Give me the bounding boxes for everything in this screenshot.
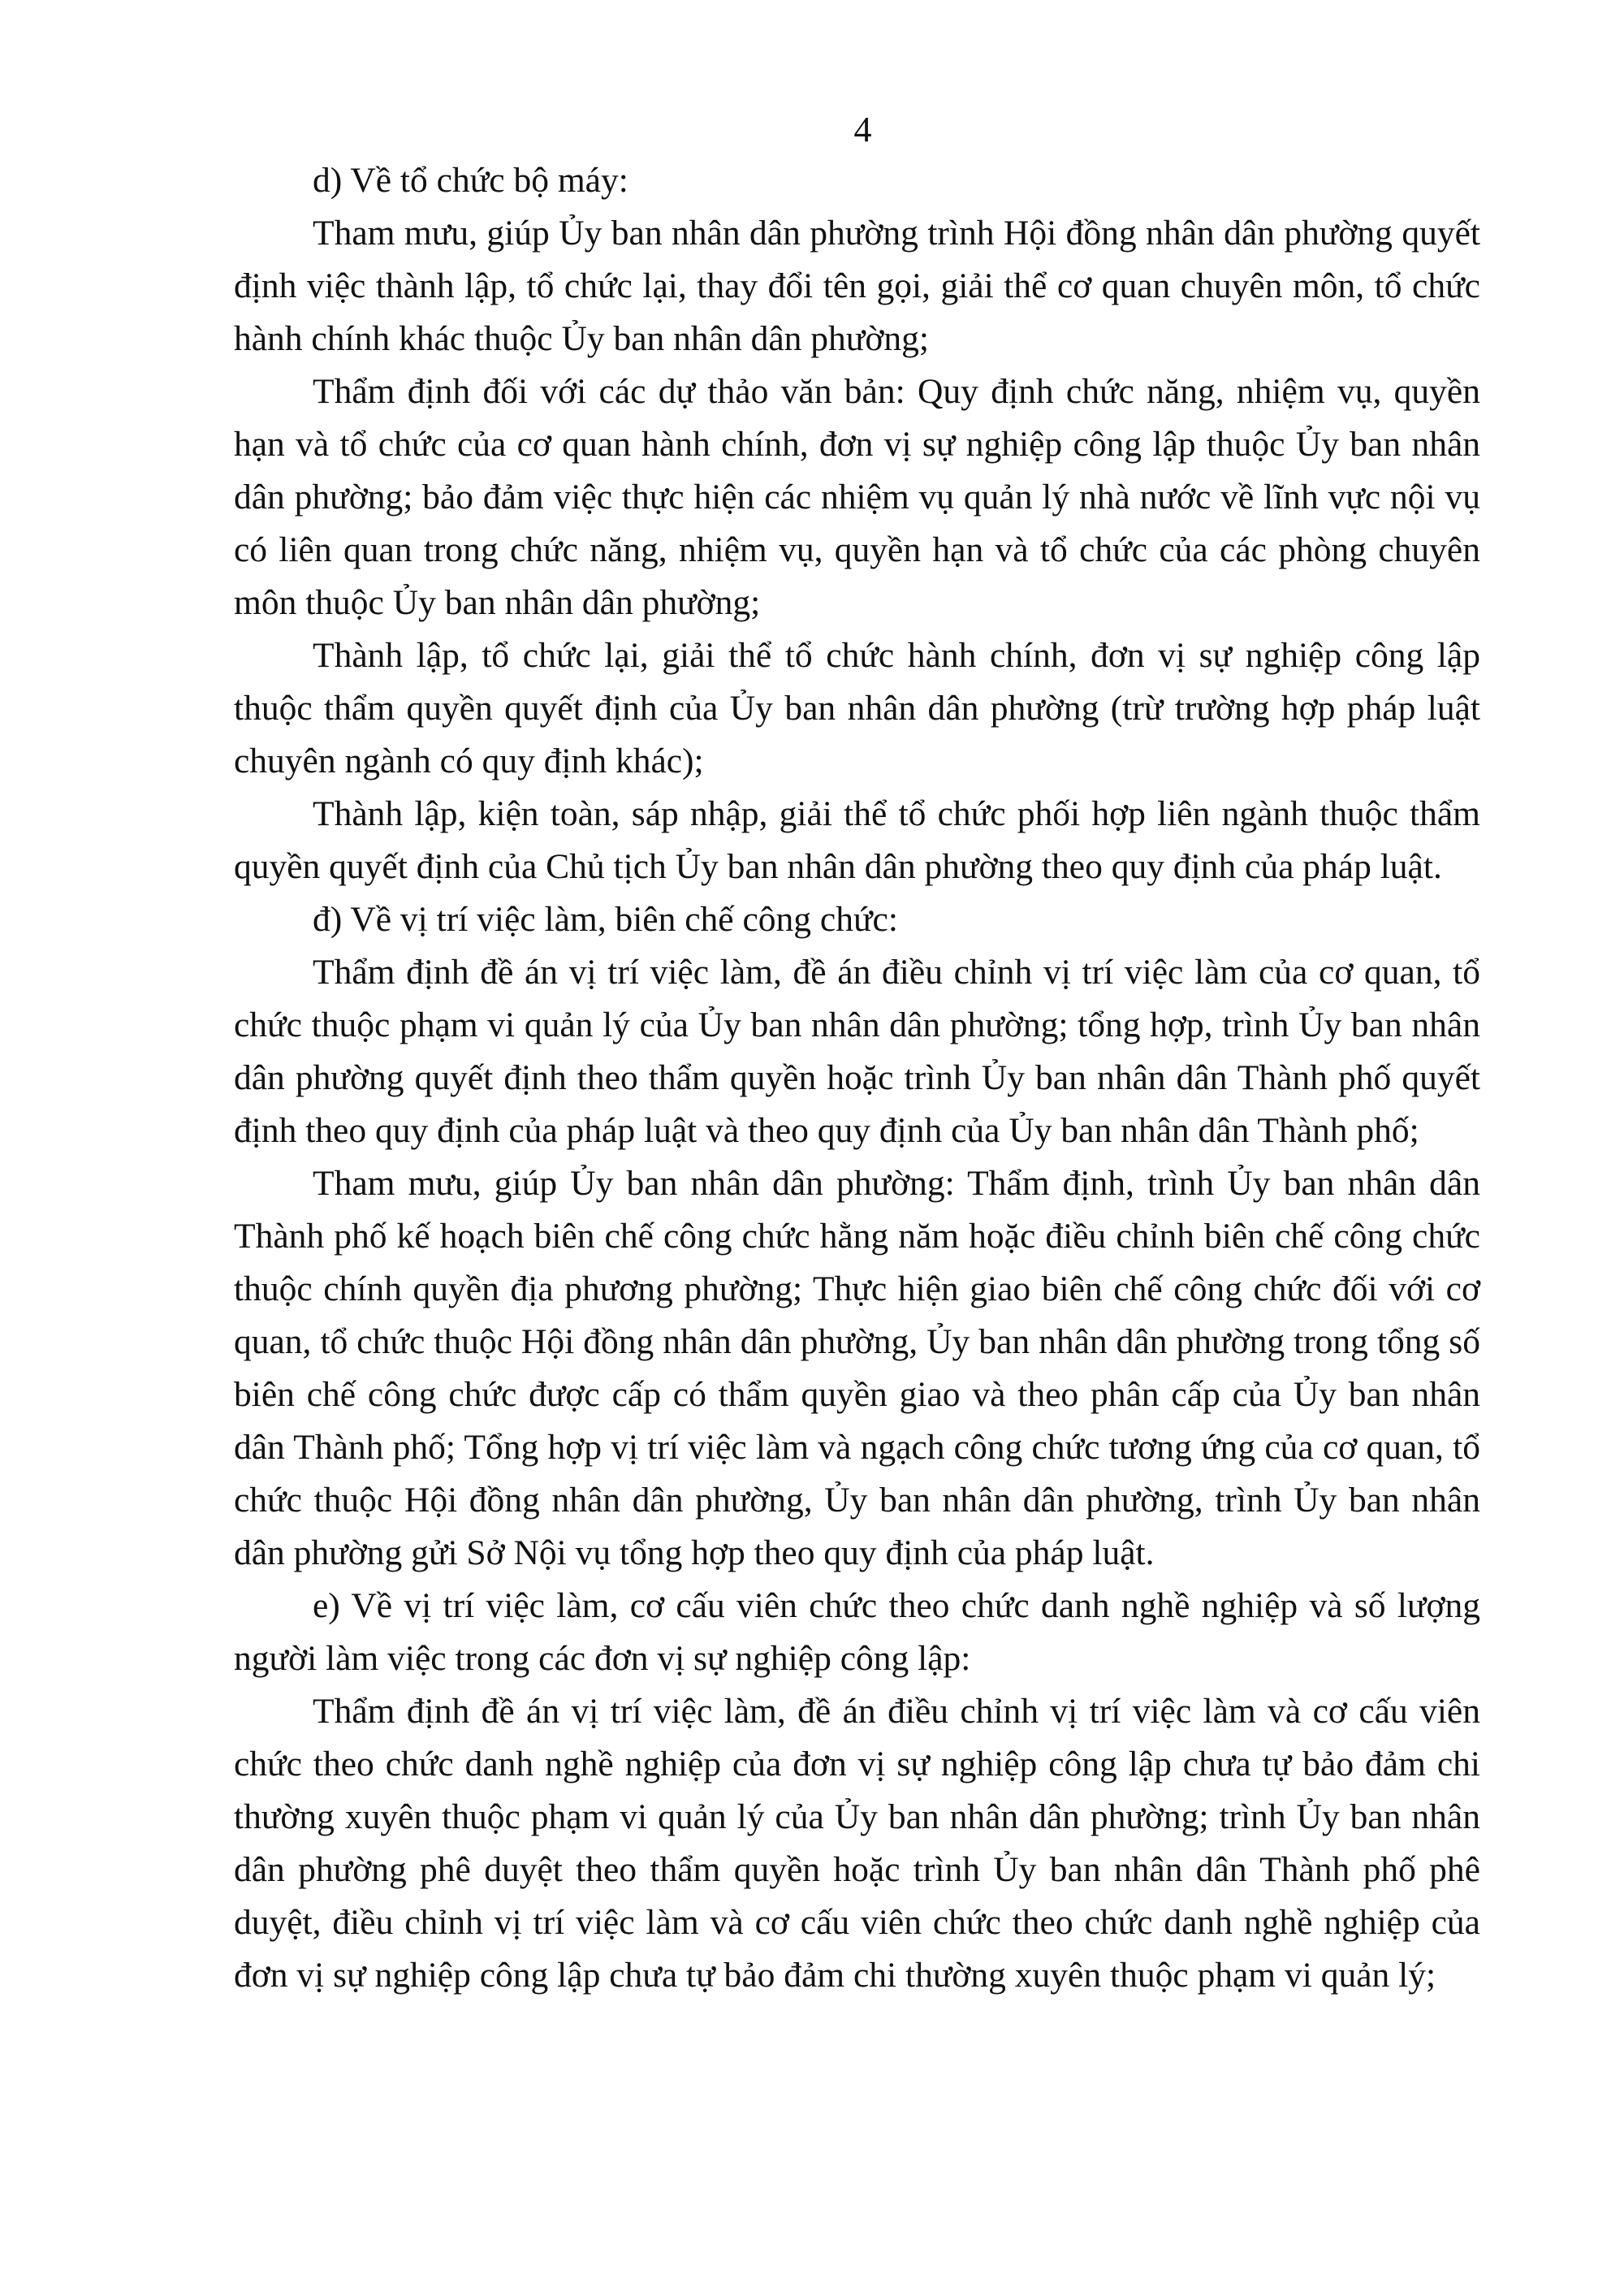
section-heading-d: d) Về tổ chức bộ máy: — [313, 161, 628, 200]
paragraph: Thẩm định đối với các dự thảo văn bản: Quy định chức năng, nhiệm vụ, quyền hạn và tổ chức của cơ quan hành chính, đơn vị sự nghiệp công lập thuộc Ủy ban nhân dân phường; bảo đảm việc thực hiện các nhiệm vụ quản lý nhà nước về lĩnh vực nội vụ có liên quan trong chức năng, nhiệm vụ, quyền hạn và tổ chức của các phòng chuyên môn thuộc Ủy ban nhân dân phường; — [234, 372, 1480, 622]
section-heading-dd: đ) Về vị trí việc làm, biên chế công chức: — [313, 900, 898, 939]
paragraph: Thẩm định đề án vị trí việc làm, đề án điều chỉnh vị trí việc làm và cơ cấu viên chức theo chức danh nghề nghiệp của đơn vị sự nghiệp công lập chưa tự bảo đảm chi thường xuyên thuộc phạm vi quản lý của Ủy ban nhân dân phường; trình Ủy ban nhân dân phường phê duyệt theo thẩm quyền hoặc trình Ủy ban nhân dân Thành phố phê duyệt, điều chỉnh vị trí việc làm và cơ cấu viên chức theo chức danh nghề nghiệp của đơn vị sự nghiệp công lập chưa tự bảo đảm chi thường xuyên thuộc phạm vi quản lý; — [234, 1692, 1480, 1995]
paragraph: Thành lập, kiện toàn, sáp nhập, giải thể tổ chức phối hợp liên ngành thuộc thẩm quyền quyết định của Chủ tịch Ủy ban nhân dân phường theo quy định của pháp luật. — [234, 794, 1480, 886]
paragraph: Thành lập, tổ chức lại, giải thể tổ chức hành chính, đơn vị sự nghiệp công lập thuộc thẩm quyền quyết định của Ủy ban nhân dân phường (trừ trường hợp pháp luật chuyên ngành có quy định khác); — [234, 636, 1480, 780]
section-heading-e: e) Về vị trí việc làm, cơ cấu viên chức theo chức danh nghề nghiệp và số lượng người làm việc trong các đơn vị sự nghiệp công lập: — [234, 1586, 1480, 1678]
page-number: 4 — [853, 110, 872, 149]
document-body — [234, 154, 1480, 2002]
paragraph: Tham mưu, giúp Ủy ban nhân dân phường trình Hội đồng nhân dân phường quyết định việc thành lập, tổ chức lại, thay đổi tên gọi, giải thể cơ quan chuyên môn, tổ chức hành chính khác thuộc Ủy ban nhân dân phường; — [234, 214, 1480, 358]
paragraph: Thẩm định đề án vị trí việc làm, đề án điều chỉnh vị trí việc làm của cơ quan, tổ chức thuộc phạm vi quản lý của Ủy ban nhân dân phường; tổng hợp, trình Ủy ban nhân dân phường quyết định theo thẩm quyền hoặc trình Ủy ban nhân dân Thành phố quyết định theo quy định của pháp luật và theo quy định của Ủy ban nhân dân Thành phố; — [234, 953, 1480, 1150]
paragraph: Tham mưu, giúp Ủy ban nhân dân phường: Thẩm định, trình Ủy ban nhân dân Thành phố kế hoạch biên chế công chức hằng năm hoặc điều chỉnh biên chế công chức thuộc chính quyền địa phương phường; Thực hiện giao biên chế công chức đối với cơ quan, tổ chức thuộc Hội đồng nhân dân phường, Ủy ban nhân dân phường trong tổng số biên chế công chức được cấp có thẩm quyền giao và theo phân cấp của Ủy ban nhân dân Thành phố; Tổng hợp vị trí việc làm và ngạch công chức tương ứng của cơ quan, tổ chức thuộc Hội đồng nhân dân phường, Ủy ban nhân dân phường, trình Ủy ban nhân dân phường gửi Sở Nội vụ tổng hợp theo quy định của pháp luật. — [234, 1164, 1480, 1572]
